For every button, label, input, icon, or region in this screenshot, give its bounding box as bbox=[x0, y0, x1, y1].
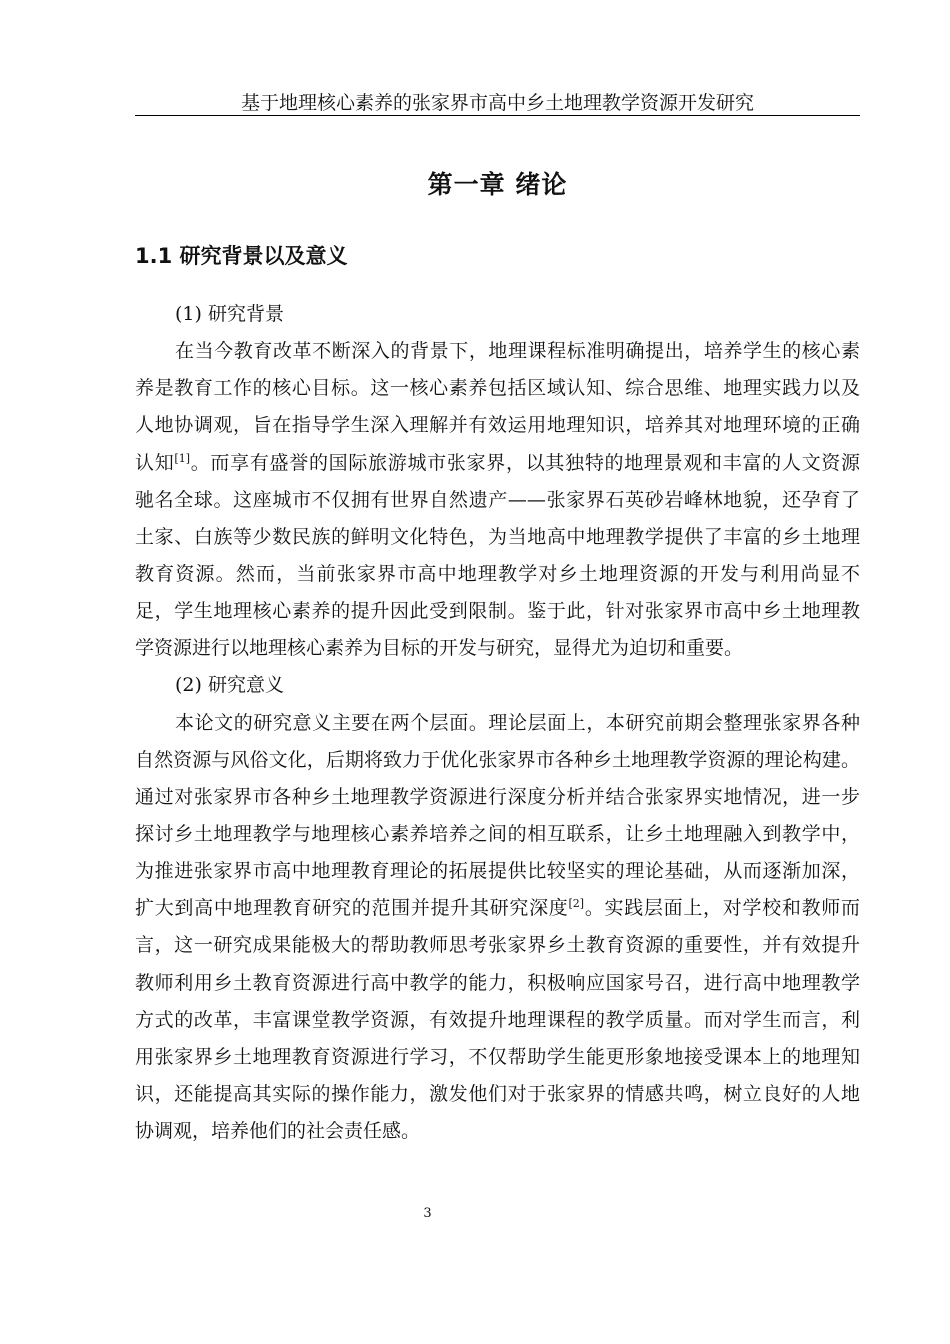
paragraph-line: 学资源进行以地理核心素养为目标的开发与研究，显得尤为迫切和重要。 bbox=[135, 637, 744, 660]
paragraph-line: 自然资源与风俗文化，后期将致力于优化张家界市各种乡土地理教学资源的理论构建。 bbox=[135, 748, 860, 771]
paragraph-line: 探讨乡土地理教学与地理核心素养培养之间的相互联系，让乡土地理融入到教学中， bbox=[135, 822, 860, 845]
paragraph-line: 用张家界乡土地理教育资源进行学习，不仅帮助学生能更形象地接受课本上的地理知 bbox=[135, 1045, 860, 1068]
section-heading: 1.1 研究背景以及意义 bbox=[135, 244, 348, 268]
paragraph-line: 教师利用乡土教育资源进行高中教学的能力，积极响应国家号召，进行高中地理教学 bbox=[135, 971, 860, 994]
paragraph-line: 在当今教育改革不断深入的背景下，地理课程标准明确提出，培养学生的核心素 bbox=[175, 340, 860, 363]
chapter-title: 第一章 绪论 bbox=[427, 170, 568, 199]
paragraph-line: 协调观，培养他们的社会责任感。 bbox=[135, 1120, 421, 1143]
paragraph-text: 。而享有盛誉的国际旅游城市张家界，以其独特的地理景观和丰富的人文资源 bbox=[190, 451, 860, 474]
paragraph-line: 土家、白族等少数民族的鲜明文化特色，为当地高中地理教学提供了丰富的乡土地理 bbox=[135, 525, 860, 548]
paragraph-line bbox=[135, 445, 860, 482]
paragraph-text: 认知 bbox=[135, 451, 175, 474]
paragraph-line: 养是教育工作的核心目标。这一核心素养包括区域认知、综合思维、地理实践力以及 bbox=[135, 377, 860, 400]
paragraph-line: 足，学生地理核心素养的提升因此受到限制。鉴于此，针对张家界市高中乡土地理教 bbox=[135, 600, 860, 623]
paragraph-line: 本论文的研究意义主要在两个层面。理论层面上，本研究前期会整理张家界各种 bbox=[175, 711, 860, 734]
citation-ref[interactable]: [2] bbox=[568, 897, 585, 911]
paragraph-line bbox=[135, 890, 860, 927]
paragraph-text: 。实践层面上，对学校和教师而 bbox=[584, 897, 860, 920]
paragraph-line: 为推进张家界市高中地理教育理论的拓展提供比较坚实的理论基础，从而逐渐加深， bbox=[135, 860, 860, 883]
paragraph-text: 扩大到高中地理教育研究的范围并提升其研究深度 bbox=[135, 897, 569, 920]
paragraph-line: 驰名全球。这座城市不仅拥有世界自然遗产——张家界石英砂岩峰林地貌，还孕育了 bbox=[135, 488, 860, 511]
running-header: 基于地理核心素养的张家界市高中乡土地理教学资源开发研究 bbox=[240, 92, 754, 114]
subheading-significance: (2) 研究意义 bbox=[175, 674, 284, 697]
citation-ref[interactable]: [1] bbox=[174, 451, 191, 465]
paragraph-line: 言，这一研究成果能极大的帮助教师思考张家界乡土教育资源的重要性，并有效提升 bbox=[135, 934, 860, 957]
paragraph-line: 识，还能提高其实际的操作能力，激发他们对于张家界的情感共鸣，树立良好的人地 bbox=[135, 1082, 860, 1105]
subheading-background: (1) 研究背景 bbox=[175, 303, 284, 325]
header-rule bbox=[135, 115, 860, 116]
paragraph-line: 通过对张家界市各种乡土地理教学资源进行深度分析并结合张家界实地情况，进一步 bbox=[135, 785, 860, 808]
paragraph-line: 教育资源。然而，当前张家界市高中地理教学对乡土地理资源的开发与利用尚显不 bbox=[135, 562, 860, 585]
body-text bbox=[135, 296, 860, 1150]
paragraph-line: 人地协调观，旨在指导学生深入理解并有效运用地理知识，培养其对地理环境的正确 bbox=[135, 414, 860, 437]
paragraph-line: 方式的改革，丰富课堂教学资源，有效提升地理课程的教学质量。而对学生而言，利 bbox=[135, 1008, 860, 1031]
page-number: 3 bbox=[423, 1206, 432, 1221]
